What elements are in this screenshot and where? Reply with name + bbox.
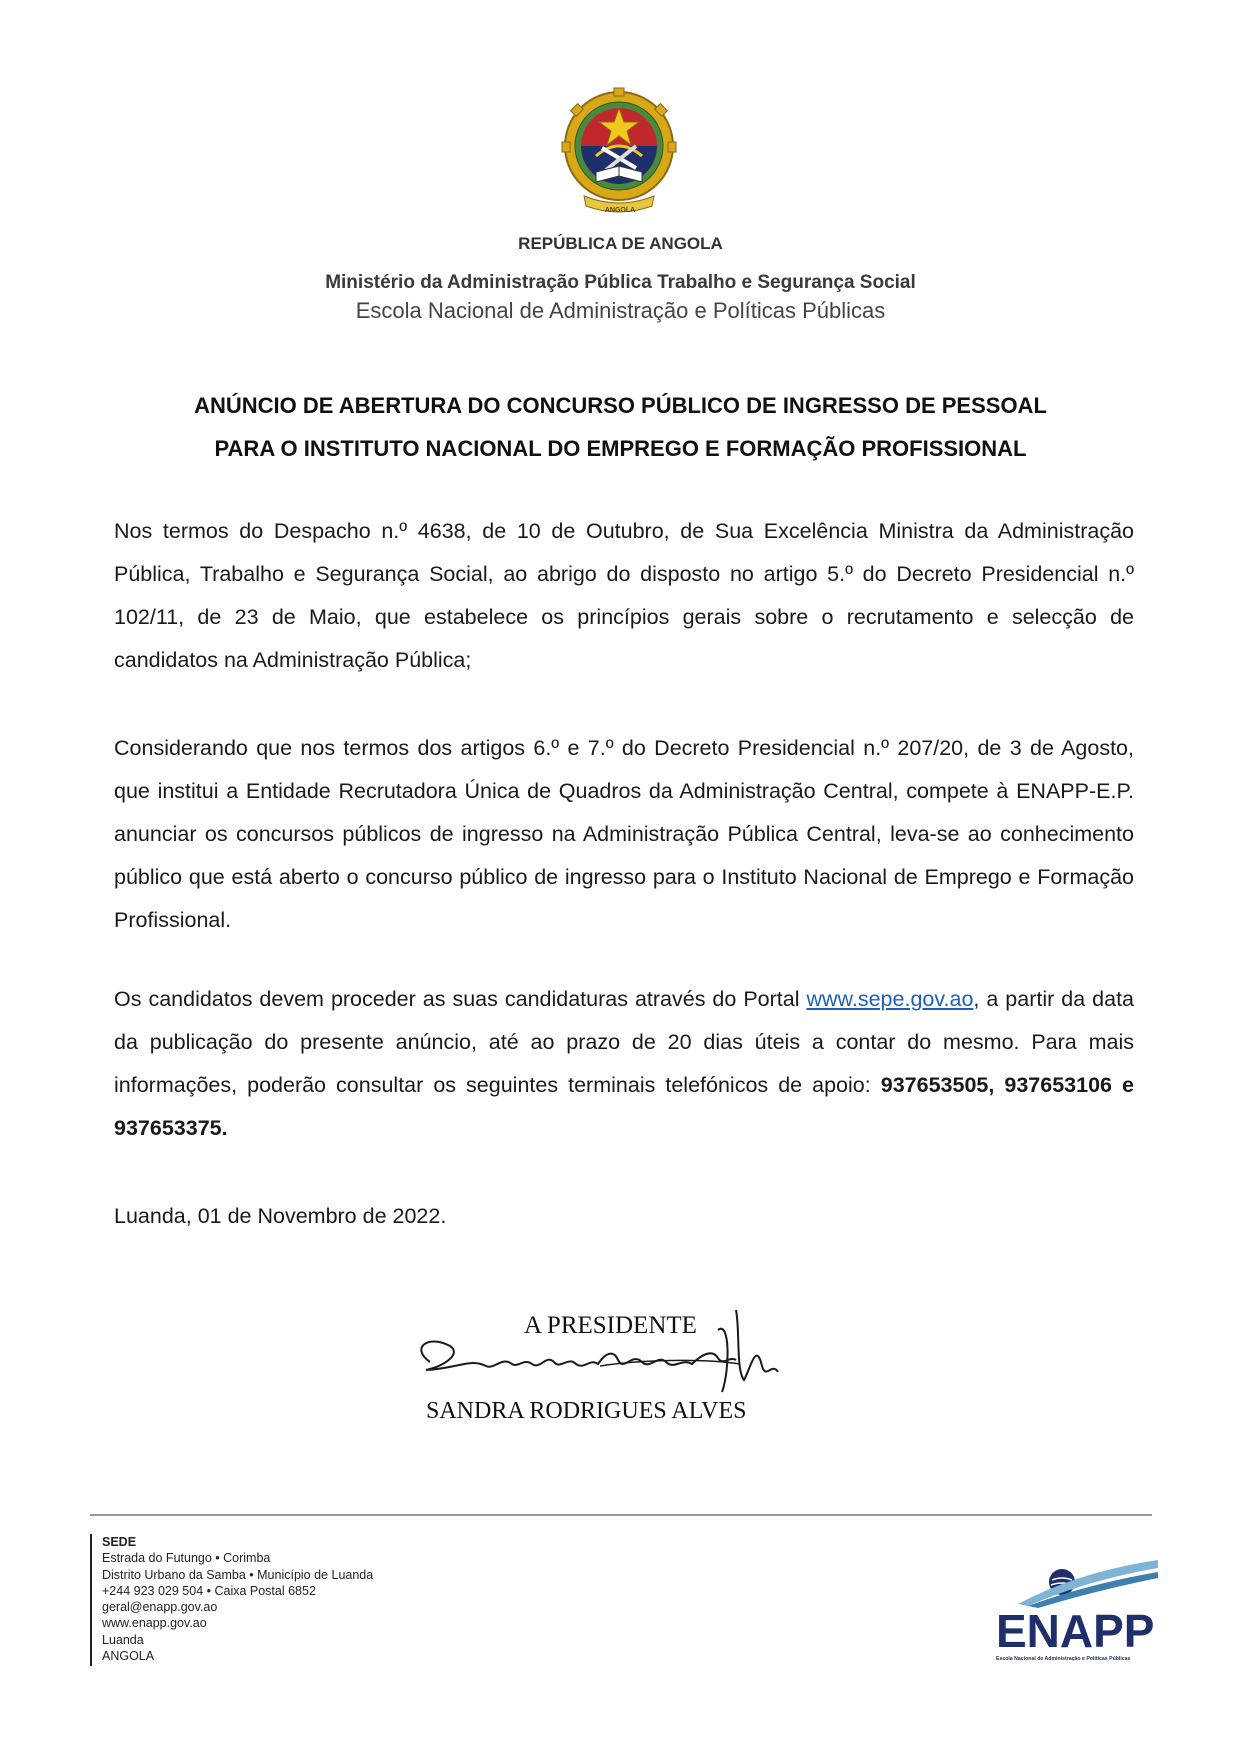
footer-line: ANGOLA bbox=[102, 1649, 155, 1664]
paragraph-3-text-a: Os candidatos devem proceder as suas candidaturas através do Portal bbox=[114, 987, 807, 1011]
footer-side-bar bbox=[90, 1534, 92, 1666]
portal-link[interactable]: www.sepe.gov.ao bbox=[806, 987, 974, 1011]
document-title bbox=[0, 384, 1241, 470]
footer-line: Estrada do Futungo • Corimba bbox=[102, 1551, 271, 1566]
date-line: Luanda, 01 de Novembro de 2022. bbox=[114, 1204, 447, 1228]
ministry-heading: Ministério da Administração Pública Trabalho e Segurança Social bbox=[325, 272, 916, 293]
signatory-name: SANDRA RODRIGUES ALVES bbox=[426, 1398, 747, 1424]
footer-website[interactable]: www.enapp.gov.ao bbox=[102, 1616, 207, 1631]
support-phones: 937653505, 937653106 e 937653375. bbox=[114, 1073, 1134, 1140]
signature-role: A PRESIDENTE bbox=[524, 1312, 697, 1339]
footer-divider bbox=[90, 1514, 1152, 1516]
title-line-2: PARA O INSTITUTO NACIONAL DO EMPREGO E FORMAÇÃO PROFISSIONAL bbox=[214, 436, 1027, 461]
paragraph-1: Nos termos do Despacho n.º 4638, de 10 de Outubro, de Sua Excelência Ministra da Administração Pública, Trabalho e Segurança Social, ao abrigo do disposto no artigo 5.º do Decreto Presidencial n.º 102/11, de 23 de Maio, que estabelece os princípios gerais sobre o recrutamento e selecção de candidatos na Administração Pública; bbox=[114, 519, 1134, 672]
enapp-logo-subtitle: Escola Nacional de Administração e Políticas Públicas bbox=[996, 1656, 1131, 1662]
title-line-1: ANÚNCIO DE ABERTURA DO CONCURSO PÚBLICO DE INGRESSO DE PESSOAL bbox=[194, 393, 1047, 418]
country-heading: REPÚBLICA DE ANGOLA bbox=[518, 234, 723, 253]
angola-coat-of-arms-icon bbox=[556, 86, 682, 216]
footer-line: Luanda bbox=[102, 1632, 144, 1647]
footer-line: Distrito Urbano da Samba • Município de Luanda bbox=[102, 1567, 374, 1582]
paragraph-3-text-b: , a partir da data da publicação do presente anúncio, até ao prazo de 20 dias úteis a contar do mesmo. Para mais informações, poderão consultar os seguintes terminais telefónicos de apoio: bbox=[114, 987, 1135, 1097]
footer-sede-label: SEDE bbox=[102, 1535, 137, 1549]
paragraph-3 bbox=[114, 978, 1134, 1150]
footer-email[interactable]: geral@enapp.gov.ao bbox=[102, 1600, 218, 1615]
paragraph-2: Considerando que nos termos dos artigos 6.º e 7.º do Decreto Presidencial n.º 207/20, de 3 de Agosto, que institui a Entidade Recrutadora Única de Quadros da Administração Central, compete à ENAPP-E.P. anunciar os concursos públicos de ingresso na Administração Pública Central, leva-se ao conhecimento público que está aberto o concurso público de ingresso para o Instituto Nacional de Emprego e Formação Profissional. bbox=[114, 736, 1134, 932]
school-heading: Escola Nacional de Administração e Políticas Públicas bbox=[355, 298, 886, 323]
footer-address bbox=[102, 1534, 373, 1664]
footer-line: +244 923 029 504 • Caixa Postal 6852 bbox=[102, 1583, 316, 1598]
enapp-logo-text: ENAPP bbox=[996, 1605, 1155, 1657]
emblem-ribbon-text: ANGOLA bbox=[604, 207, 636, 214]
